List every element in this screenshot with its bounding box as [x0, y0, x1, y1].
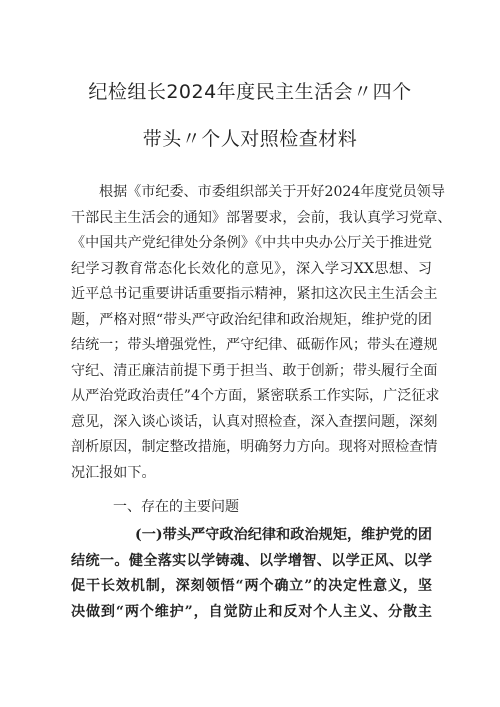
- subsection-line: (一)带头严守政治纪律和政治规矩，维护党的团: [135, 527, 432, 543]
- intro-line: 根据《市纪委、市委组织部关于开好2024年度党员领导: [99, 184, 445, 200]
- intro-line: 《中国共产党纪律处分条例》《中共中央办公厅关于推进党: [71, 235, 432, 251]
- intro-line: 结统一；带头增强党性，严守纪律、砥砺作风；带头在遵规: [71, 337, 438, 353]
- section-heading: 一、存在的主要问题: [113, 499, 239, 515]
- intro-line: 守纪、清正廉洁前提下勇于担当、敢于创新；带头履行全面: [71, 362, 438, 379]
- subsection-line: 决做到“两个维护”，自觉防止和反对个人主义、分散主: [71, 603, 432, 620]
- intro-line: 况汇报如下。: [71, 464, 156, 481]
- intro-line: 从严治党政治责任”4个方面，紧密联系工作实际，广泛征求: [71, 388, 440, 404]
- subsection-paragraph: [71, 523, 432, 625]
- intro-line: 干部民主生活会的通知》部署要求，会前，我认真学习党章、: [71, 209, 452, 226]
- intro-line: 剖析原因，制定整改措施，明确努力方向。现将对照检查情: [71, 439, 438, 455]
- intro-line: 题，严格对照“带头严守政治纪律和政治规矩，维护党的团: [71, 311, 432, 328]
- intro-line: 纪学习教育常态化长效化的意见》，深入学习XX思想、习: [71, 260, 432, 277]
- document-title-line-2: 带头〃个人对照检查材料: [142, 128, 358, 150]
- document-title-line-1: 纪检组长2024年度民主生活会〃四个: [88, 81, 412, 103]
- subsection-line: 结统一。健全落实以学铸魂、以学增智、以学正风、以学: [71, 552, 432, 569]
- subsection-line: 促干长效机制，深刻领悟“两个确立”的决定性意义，坚: [71, 578, 432, 594]
- intro-line: 近平总书记重要讲话重要指示精神，紧扣这次民主生活会主: [71, 286, 438, 302]
- intro-line: 意见，深入谈心谈话，认真对照检查，深入查摆问题，深刻: [71, 413, 438, 430]
- intro-paragraph: [71, 180, 452, 486]
